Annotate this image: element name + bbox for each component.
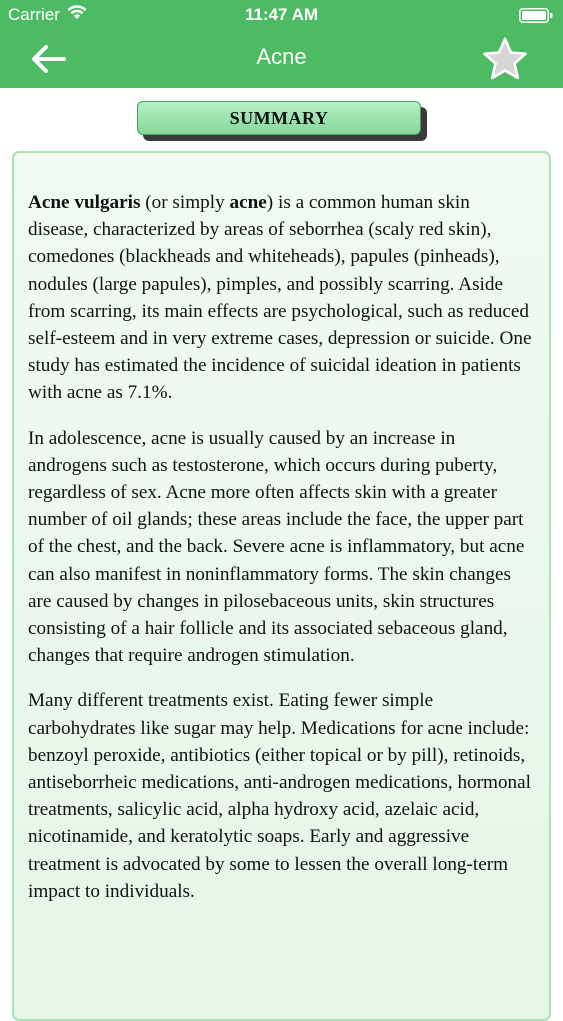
paragraph-1-text-a: (or simply [140,192,230,213]
summary-label: SUMMARY [229,107,329,128]
article-paragraph-3: Many different treatments exist. Eating fewer simple carbohydrates like sugar may help. Medications for acne include: benzoyl peroxide, antibiotics (either topical or by pill), retinoids, antiseborrheic medications, anti-androgen medications, hormonal treatments, salicylic acid, alpha hydroxy acid, azelaic acid, nicotinamide, and keratolytic soaps. Early and aggressive treatment is advocated by some to lessen the overall long-term impact to individuals. [28,690,531,902]
paragraph-1-text-b: ) is a common human skin disease, characterized by areas of seborrhea (scaly red skin), comedones (blackheads and whiteheads), papules (pinheads), nodules (large papules), pimples, and possibly scarring. Aside from scarring, its main effects are psychological, such as reduced self-esteem and in very extreme cases, depression or suicide. One study has estimated the incidence of suicidal ideation in patients with acne as 7.1%. [28,192,532,404]
navigation-bar [0,30,563,88]
article-paragraph-1 [28,189,533,407]
status-bar [0,0,563,30]
page-title: Acne [256,44,307,69]
summary-badge [137,101,421,135]
article-paragraph-2: In adolescence, acne is usually caused by an increase in androgens such as testosterone, which occurs during puberty, regardless of sex. Acne more often affects skin with a greater number of oil glands; these areas include the face, the upper part of the chest, and the back. Severe acne is inflammatory, but acne can also manifest in noninflammatory forms. The skin changes are caused by changes in pilosebaceous units, skin structures consisting of a hair follicle and its associated sebaceous gland, changes that require androgen stimulation. [28,427,525,667]
battery-icon [519,8,553,28]
status-time: 11:47 AM [244,5,319,24]
summary-section-header [137,101,427,139]
carrier-label: Carrier [8,5,60,24]
star-icon [481,36,529,82]
term-acne: acne [229,192,267,213]
article-card [12,151,551,1021]
favorite-button[interactable] [481,36,529,82]
term-acne-vulgaris: Acne vulgaris [28,192,141,213]
